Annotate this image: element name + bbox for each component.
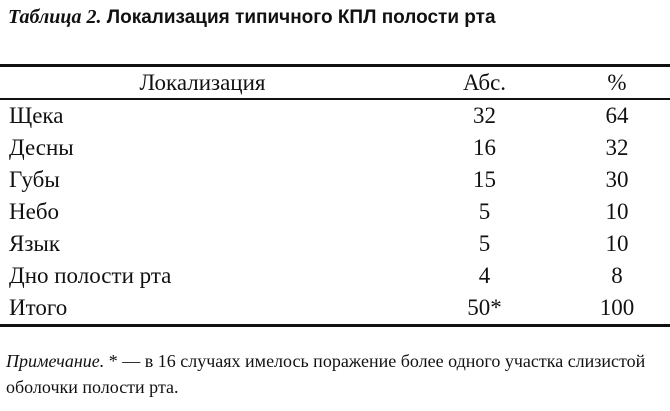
header-localization: Локализация [139,69,266,95]
table-row [0,132,670,164]
cell-abs: 5 [478,199,491,224]
header-abs: Абс. [462,69,507,95]
cell-percent: 32 [605,135,629,160]
table-total-row [0,292,670,324]
cell-localization: Щека [9,103,64,128]
cell-abs: 5 [478,231,491,256]
table-row [0,100,670,132]
table-note [6,348,666,400]
header-percent: % [607,69,627,95]
cell-abs: 4 [478,263,491,288]
table-header-row [0,67,670,98]
table-row [0,196,670,228]
cell-localization: Дно полости рта [9,263,172,288]
cell-percent: 30 [605,167,629,192]
cell-percent: 10 [605,231,629,256]
table-row [0,228,670,260]
table-body [0,100,670,324]
note-label: Примечание. [6,351,105,371]
cell-localization: Итого [9,295,68,320]
cell-localization: Десны [9,135,74,160]
note-text: * — в 16 случаях имелось поражение более одного участка слизистой оболочки полости рта. [6,351,646,397]
table-row [0,164,670,196]
cell-localization: Небо [9,199,60,224]
cell-abs: 50* [467,295,502,320]
bottom-rule [0,324,670,327]
cell-percent: 8 [611,263,623,288]
localization-table [0,67,670,320]
cell-percent: 100 [599,295,635,320]
table-row [0,260,670,292]
table-title: Локализация типичного КПЛ полости рта [106,7,496,28]
cell-percent: 64 [605,103,629,128]
cell-localization: Язык [9,231,61,256]
cell-abs: 32 [473,103,496,128]
cell-localization: Губы [9,167,60,192]
table-caption [8,4,496,31]
cell-percent: 10 [605,199,629,224]
cell-abs: 16 [473,135,496,160]
cell-abs: 15 [473,167,496,192]
table-number: Таблица 2. [8,6,102,28]
